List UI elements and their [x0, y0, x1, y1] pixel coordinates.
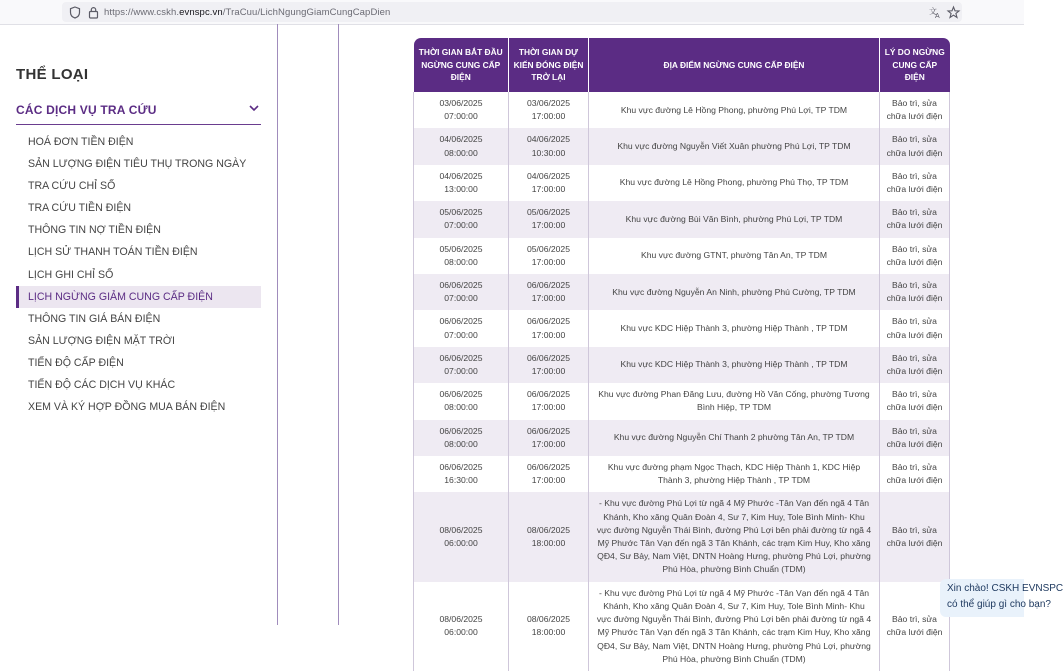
url-text[interactable]: https://www.cskh.evnspc.vn/TraCuu/LichNgungGiamCungCapDien: [104, 7, 391, 18]
cell-reason: Bảo trì, sửa chữa lưới điện: [880, 238, 950, 274]
cell-end-time: 08/06/2025 18:00:00: [509, 582, 589, 671]
cell-location: - Khu vực đường Phú Lợi từ ngã 4 Mỹ Phước -Tân Vạn đến ngã 4 Tân Khánh, Kho xăng Quân Đoàn 4, Sư 7, Kim Huy, Tole Bình Minh- Khu vực đường Nguyễn Thái Bình, đường Phú Lợi bên phải đường từ ngã 4 Mỹ Phước Tân Vạn đến ngã 3 Tân Khánh, các trạm Kim Huy, Kho xăng QĐ4, Sư Bảy, Nam Việt, DNTN Hoàng Hưng, phường Phú Lợi, phường Phú Hòa, phường Bình Chuẩn (TDM): [589, 582, 880, 671]
cell-end-time: 06/06/2025 17:00:00: [509, 310, 589, 346]
table-row: [414, 582, 950, 671]
cell-end-time: 04/06/2025 10:30:00: [509, 128, 589, 164]
cell-location: Khu vực đường Nguyễn An Ninh, phường Phú Cường, TP TDM: [589, 274, 880, 310]
sidebar-item[interactable]: TIẾN ĐỘ CẤP ĐIỆN: [28, 356, 124, 369]
table-row: [414, 238, 950, 274]
cell-start-time: 06/06/2025 07:00:00: [414, 274, 509, 310]
cell-location: Khu vực KDC Hiệp Thành 3, phường Hiệp Thành , TP TDM: [589, 347, 880, 383]
sidebar-item[interactable]: TRA CỨU TIỀN ĐIỆN: [28, 202, 132, 215]
sidebar-item[interactable]: TRA CỨU CHỈ SỐ: [28, 180, 116, 193]
cell-location: Khu vực đường Nguyễn Viết Xuân phường Phú Lợi, TP TDM: [589, 128, 880, 164]
cell-start-time: 05/06/2025 08:00:00: [414, 238, 509, 274]
table-row: [414, 274, 950, 310]
cell-location: Khu vực đường Bùi Văn Bình, phường Phú Lợi, TP TDM: [589, 201, 880, 237]
cell-start-time: 06/06/2025 16:30:00: [414, 456, 509, 492]
sidebar-item[interactable]: HOÁ ĐƠN TIỀN ĐIỆN: [28, 136, 134, 148]
shield-icon[interactable]: [68, 6, 82, 20]
sidebar-divider: [277, 24, 278, 625]
chat-greeting-line-2: có thể giúp gì cho bạn?: [947, 599, 1051, 610]
cell-reason: Bảo trì, sửa chữa lưới điện: [880, 92, 950, 128]
cell-reason: Bảo trì, sửa chữa lưới điện: [880, 310, 950, 346]
table-row: [414, 310, 950, 346]
table-row: [414, 128, 950, 164]
cell-end-time: 06/06/2025 17:00:00: [509, 274, 589, 310]
cell-reason: Bảo trì, sửa chữa lưới điện: [880, 383, 950, 419]
header-reason: LÝ DO NGỪNG CUNG CẤP ĐIỆN: [880, 38, 950, 92]
outage-schedule-table: [413, 38, 949, 671]
cell-start-time: 06/06/2025 07:00:00: [414, 347, 509, 383]
table-row: [414, 492, 950, 581]
header-location: ĐỊA ĐIỂM NGỪNG CUNG CẤP ĐIỆN: [589, 38, 880, 92]
table-row: [414, 420, 950, 456]
cell-location: Khu vực đường Nguyễn Chí Thanh 2 phường Tân An, TP TDM: [589, 420, 880, 456]
cell-location: Khu vực KDC Hiệp Thành 3, phường Hiệp Thành , TP TDM: [589, 310, 880, 346]
table-row: [414, 383, 950, 419]
lock-icon[interactable]: [86, 6, 100, 20]
cell-reason: Bảo trì, sửa chữa lưới điện: [880, 347, 950, 383]
cell-end-time: 04/06/2025 17:00:00: [509, 165, 589, 201]
cell-reason: Bảo trì, sửa chữa lưới điện: [880, 274, 950, 310]
cell-start-time: 06/06/2025 08:00:00: [414, 383, 509, 419]
cell-reason: Bảo trì, sửa chữa lưới điện: [880, 201, 950, 237]
header-start-time: THỜI GIAN BẮT ĐẦU NGỪNG CUNG CẤP ĐIỆN: [414, 38, 509, 92]
content-divider: [338, 24, 339, 625]
cell-reason: Bảo trì, sửa chữa lưới điện: [880, 456, 950, 492]
table-row: [414, 456, 950, 492]
cell-start-time: 06/06/2025 08:00:00: [414, 420, 509, 456]
cell-location: Khu vực đường Phan Đăng Lưu, đường Hồ Văn Cống, phường Tương Bình Hiệp, TP TDM: [589, 383, 880, 419]
svg-text:A: A: [934, 13, 940, 20]
cell-reason: Bảo trì, sửa chữa lưới điện: [880, 165, 950, 201]
cell-start-time: 03/06/2025 07:00:00: [414, 92, 509, 128]
table-header-row: [414, 38, 950, 92]
cell-location: Khu vực đường Lê Hồng Phong, phường Phú Thọ, TP TDM: [589, 165, 880, 201]
cell-start-time: 08/06/2025 06:00:00: [414, 582, 509, 671]
cell-reason: Bảo trì, sửa chữa lưới điện: [880, 128, 950, 164]
sidebar-item[interactable]: THÔNG TIN GIÁ BÁN ĐIỆN: [28, 312, 161, 325]
cell-location: Khu vực đường phạm Ngọc Thạch, KDC Hiệp Thành 1, KDC Hiệp Thành 3, phường Hiệp Thành , TP TDM: [589, 456, 880, 492]
table-row: [414, 92, 950, 128]
table-row: [414, 165, 950, 201]
cell-end-time: 06/06/2025 17:00:00: [509, 420, 589, 456]
table-row: [414, 347, 950, 383]
sidebar-item[interactable]: SẢN LƯỢNG ĐIỆN TIÊU THỤ TRONG NGÀY: [28, 158, 247, 171]
sidebar-item[interactable]: THÔNG TIN NỢ TIỀN ĐIỆN: [28, 224, 161, 237]
sidebar-item[interactable]: LỊCH NGỪNG GIẢM CUNG CẤP ĐIỆN: [16, 286, 261, 308]
chat-greeting-line-1: Xin chào! CSKH EVNSPC: [947, 583, 1063, 594]
table-row: [414, 201, 950, 237]
sidebar-menu: [16, 131, 261, 418]
cell-end-time: 06/06/2025 17:00:00: [509, 383, 589, 419]
cell-end-time: 06/06/2025 17:00:00: [509, 347, 589, 383]
cell-start-time: 05/06/2025 07:00:00: [414, 201, 509, 237]
cell-start-time: 08/06/2025 06:00:00: [414, 492, 509, 581]
browser-toolbar: [0, 0, 1024, 25]
chat-widget[interactable]: [940, 579, 1063, 617]
sidebar-item[interactable]: TIẾN ĐỘ CÁC DỊCH VỤ KHÁC: [28, 379, 176, 392]
cell-reason: Bảo trì, sửa chữa lưới điện: [880, 582, 950, 671]
cell-start-time: 06/06/2025 07:00:00: [414, 310, 509, 346]
cell-location: - Khu vực đường Phú Lợi từ ngã 4 Mỹ Phước -Tân Vạn đến ngã 4 Tân Khánh, Kho xăng Quân Đoàn 4, Sư 7, Kim Huy, Tole Bình Minh- Khu vực đường Nguyễn Thái Bình, đường Phú Lợi bên phải đường từ ngã 4 Mỹ Phước Tân Vạn đến ngã 3 Tân Khánh, các trạm Kim Huy, Kho xăng QĐ4, Sư Bảy, Nam Việt, DNTN Hoàng Hưng, phường Phú Lợi, phường Phú Hòa, phường Bình Chuẩn (TDM): [589, 492, 880, 581]
address-bar[interactable]: [62, 2, 962, 22]
cell-end-time: 06/06/2025 17:00:00: [509, 456, 589, 492]
sidebar-item[interactable]: SẢN LƯỢNG ĐIỆN MẶT TRỜI: [28, 334, 175, 347]
cell-start-time: 04/06/2025 08:00:00: [414, 128, 509, 164]
services-section-toggle[interactable]: [16, 100, 261, 125]
cell-end-time: 05/06/2025 17:00:00: [509, 238, 589, 274]
svg-text:文: 文: [928, 7, 937, 16]
cell-end-time: 08/06/2025 18:00:00: [509, 492, 589, 581]
sidebar-title: THỂ LOẠI: [16, 66, 89, 83]
cell-end-time: 05/06/2025 17:00:00: [509, 201, 589, 237]
cell-reason: Bảo trì, sửa chữa lưới điện: [880, 420, 950, 456]
cell-end-time: 03/06/2025 17:00:00: [509, 92, 589, 128]
cell-location: Khu vực đường GTNT, phường Tân An, TP TDM: [589, 238, 880, 274]
sidebar-item[interactable]: XEM VÀ KÝ HỢP ĐỒNG MUA BÁN ĐIỆN: [28, 401, 226, 414]
services-section-label: CÁC DỊCH VỤ TRA CỨU: [16, 103, 157, 117]
translate-icon[interactable]: [928, 6, 942, 20]
cell-reason: Bảo trì, sửa chữa lưới điện: [880, 492, 950, 581]
bookmark-star-icon[interactable]: [946, 6, 960, 20]
header-end-time: THỜI GIAN DỰ KIẾN ĐÓNG ĐIỆN TRỞ LẠI: [509, 38, 589, 92]
chevron-down-icon[interactable]: [247, 101, 261, 115]
cell-location: Khu vực đường Lê Hồng Phong, phường Phú Lợi, TP TDM: [589, 92, 880, 128]
sidebar-item[interactable]: LỊCH GHI CHỈ SỐ: [28, 268, 114, 281]
sidebar-item[interactable]: LỊCH SỬ THANH TOÁN TIỀN ĐIỆN: [28, 246, 198, 259]
cell-start-time: 04/06/2025 13:00:00: [414, 165, 509, 201]
